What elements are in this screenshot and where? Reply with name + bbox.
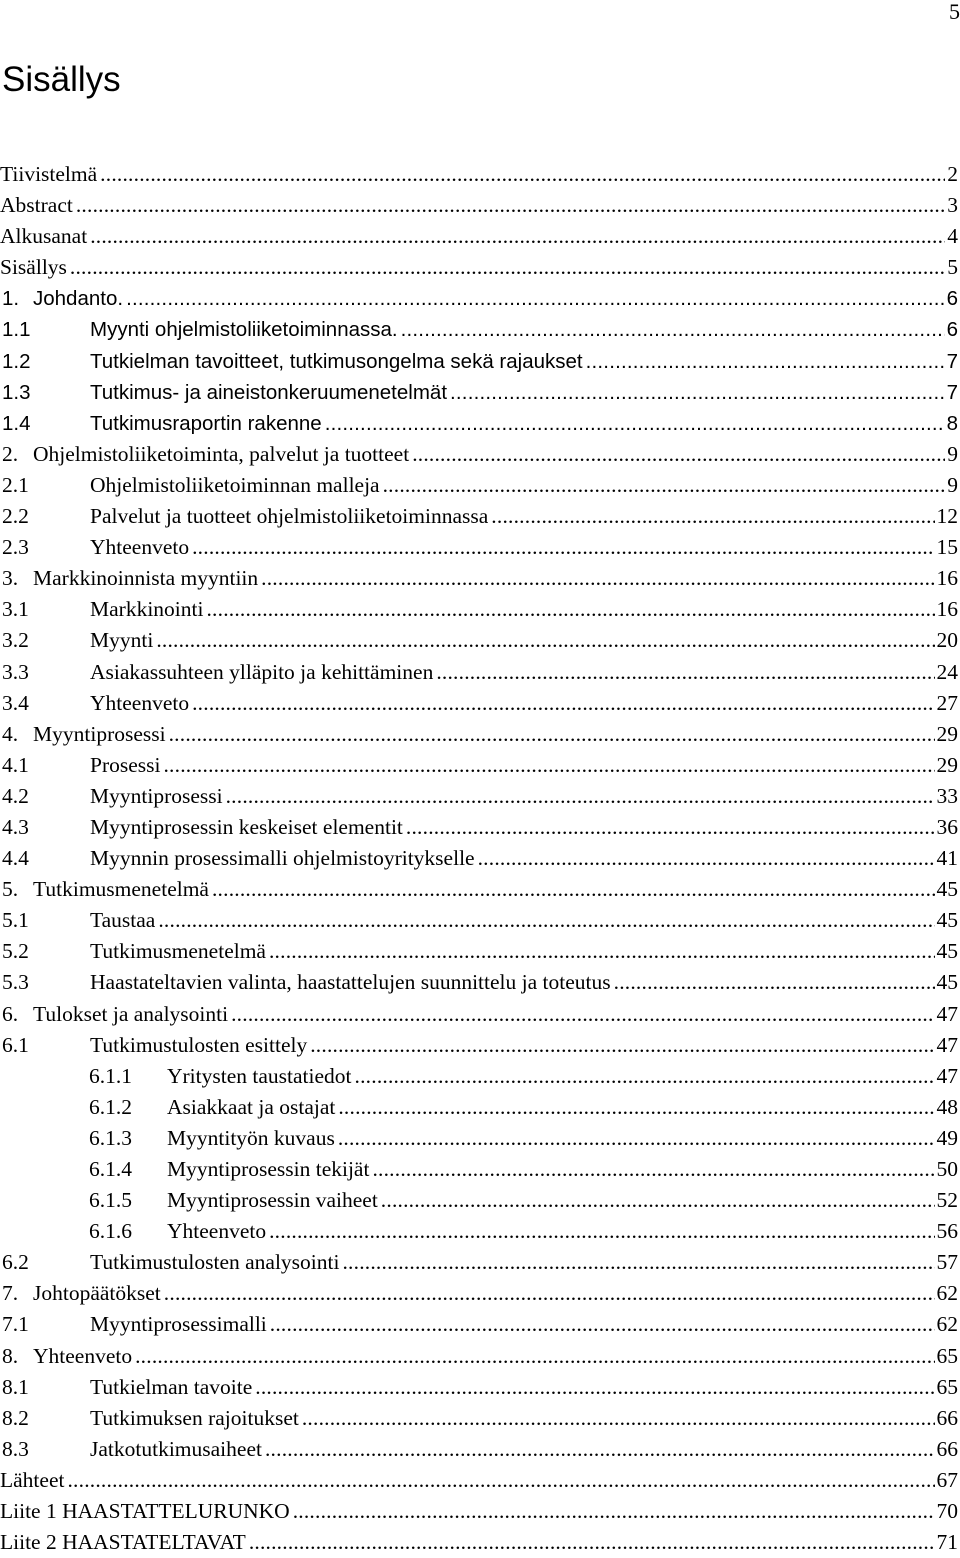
toc-entry[interactable] [0,1185,958,1216]
toc-dot-leader [325,408,945,439]
toc-entry-page: 6 [946,318,958,342]
toc-entry-page: 45 [936,970,958,995]
toc-dot-leader [163,750,934,781]
toc-entry-title: Myyntiprosessi [33,721,166,746]
toc-entry[interactable] [0,625,958,656]
toc-entry-title: Yhteenveto [33,1343,133,1368]
toc-entry-page: 66 [936,1436,958,1461]
toc-dot-leader [100,159,945,190]
toc-entry-page: 16 [936,597,958,622]
toc-entry-number: 2.3 [2,535,29,560]
toc-entry[interactable] [0,501,958,532]
toc-entry-page: 56 [936,1219,958,1244]
toc-entry-title: Palvelut ja tuotteet ohjelmistoliiketoiminnassa [90,504,489,529]
toc-entry-title: Johdanto. [33,287,124,311]
toc-entry[interactable] [0,688,958,719]
toc-entry-number: 3.3 [2,659,29,684]
toc-entry-number: 2.2 [2,504,29,529]
toc-entry[interactable] [0,470,958,501]
toc-entry-number: 3.4 [2,690,29,715]
toc-entry-page: 24 [936,659,958,684]
toc-entry-number: 1. [2,287,20,311]
toc-entry-page: 6 [946,287,958,311]
toc-entry-title: Myyntiprosessimalli [90,1312,267,1337]
toc-entry[interactable] [0,967,958,998]
toc-entry-title: Tulokset ja analysointi [33,1001,229,1026]
toc-entry-number: 6.1.1 [89,1063,132,1088]
toc-dot-leader [169,719,935,750]
toc-entry-page: 9 [947,441,958,466]
toc-entry-page: 47 [936,1001,958,1026]
toc-dot-leader [212,874,935,905]
toc-entry-page: 47 [936,1063,958,1088]
toc-dot-leader [192,532,934,563]
toc-entry-title: Liite 1 HAASTATTELURUNKO [0,1499,290,1524]
toc-entry-page: 70 [936,1499,958,1524]
toc-dot-leader [355,1061,935,1092]
toc-entry-title: Sisällys [0,255,67,280]
toc-entry[interactable] [0,1092,958,1123]
toc-entry-page: 36 [936,814,958,839]
toc-entry-number: 8. [2,1343,19,1368]
toc-entry-title: Myyntiprosessi [90,783,223,808]
toc-entry-number: 6.1.5 [89,1188,132,1213]
toc-entry-number: 1.3 [2,380,31,404]
toc-dot-leader [231,999,934,1030]
toc-dot-leader [269,1216,934,1247]
page-number: 5 [949,0,960,24]
toc-dot-leader [293,1496,935,1527]
toc-entry-number: 3. [2,566,19,591]
toc-entry-page: 3 [947,193,958,218]
toc-entry-number: 5.1 [2,908,29,933]
toc-entry-number: 1.2 [2,349,31,373]
toc-entry[interactable] [0,563,958,594]
toc-entry-number: 8.2 [2,1405,29,1430]
toc-entry-page: 47 [936,1032,958,1057]
toc-dot-leader [491,501,934,532]
toc-dot-leader [135,1341,934,1372]
toc-entry[interactable] [0,843,958,874]
toc-entry-title: Tiivistelmä [0,162,98,186]
toc-entry-number: 7. [2,1281,19,1306]
toc-entry-page: 33 [936,783,958,808]
toc-entry[interactable] [0,936,958,967]
toc-entry-number: 4.2 [2,783,29,808]
toc-entry-title: Ohjelmistoliiketoiminta, palvelut ja tuotteet [33,441,410,466]
toc-entry-number: 6. [2,1001,19,1026]
toc-entry-number: 6.1.2 [89,1094,132,1119]
toc-entry-number: 1.4 [2,411,31,435]
toc-entry[interactable] [0,190,958,221]
toc-entry-number: 6.2 [2,1250,29,1275]
toc-entry-title: Myyntiprosessin keskeiset elementit [90,814,403,839]
toc-dot-leader [164,1278,935,1309]
toc-entry-title: Myynti ohjelmistoliiketoiminnassa. [90,318,398,342]
toc-entry-title: Taustaa [90,908,156,933]
toc-entry-title: Johtopäätökset [33,1281,161,1306]
toc-entry-number: 8.3 [2,1436,29,1461]
toc-dot-leader [255,1372,934,1403]
toc-dot-leader [381,1185,935,1216]
toc-entry-page: 71 [936,1530,958,1555]
toc-dot-leader [436,657,934,688]
toc-entry-page: 49 [936,1125,958,1150]
toc-dot-leader [270,1309,935,1340]
toc-entry-title: Tutkimus- ja aineistonkeruumenetelmät [90,380,448,404]
toc-entry[interactable] [0,781,958,812]
toc-entry-page: 8 [946,411,958,435]
toc-entry-number: 6.1.6 [89,1219,132,1244]
toc-entry-page: 20 [936,628,958,653]
toc-dot-leader [310,1030,934,1061]
toc-entry-page: 16 [936,566,958,591]
toc-dot-leader [70,252,945,283]
toc-dot-leader [265,1434,935,1465]
toc-entry-page: 29 [936,752,958,777]
toc-entry[interactable] [0,874,958,905]
toc-entry[interactable] [0,1061,958,1092]
toc-entry[interactable] [0,1216,958,1247]
toc-entry-title: Yritysten taustatiedot [167,1063,352,1088]
toc-dot-leader [90,221,945,252]
toc-entry-title: Tutkimustulosten analysointi [90,1250,340,1275]
toc-entry[interactable] [0,1527,958,1558]
toc-dot-leader [126,283,945,314]
toc-entry[interactable] [0,1154,958,1185]
toc-entry-number: 3.2 [2,628,29,653]
toc-entry-number: 2.1 [2,472,29,497]
toc-entry-title: Alkusanat [0,224,88,249]
toc-dot-leader [406,812,935,843]
toc-entry[interactable] [0,377,958,408]
toc-entry[interactable] [0,532,958,563]
toc-entry[interactable] [0,159,958,190]
toc-entry-title: Tutkimuksen rajoitukset [90,1405,299,1430]
toc-dot-leader [156,625,934,656]
toc-entry-page: 62 [936,1312,958,1337]
toc-entry-title: Myyntityön kuvaus [167,1125,335,1150]
toc-entry-page: 50 [936,1157,958,1181]
toc-entry[interactable] [0,346,958,377]
toc-entry[interactable] [0,594,958,625]
toc-entry-page: 5 [947,255,958,280]
toc-entry[interactable] [0,999,958,1030]
toc-entry-number: 4.1 [2,752,29,777]
toc-entry-number: 8.1 [2,1374,29,1399]
toc-dot-leader [76,190,945,221]
toc-entry-page: 45 [936,877,958,902]
toc-entry[interactable] [0,1309,958,1340]
toc-entry-page: 57 [936,1250,958,1275]
toc-dot-leader [67,1465,934,1496]
toc-dot-leader [450,377,945,408]
toc-entry-page: 48 [936,1094,958,1119]
toc-entry-number: 5. [2,877,19,902]
toc-entry-number: 4. [2,721,19,746]
toc-entry-title: Tutkielman tavoitteet, tutkimusongelma sekä rajaukset [90,349,583,373]
toc-entry-page: 27 [936,690,958,715]
toc-entry-title: Markkinointi [90,597,204,622]
toc-entry-page: 9 [947,472,958,497]
toc-entry-page: 62 [936,1281,958,1306]
toc-entry-page: 12 [936,504,958,529]
toc-entry[interactable] [0,719,958,750]
toc-dot-leader [158,905,934,936]
toc-entry-page: 41 [936,846,958,871]
toc-entry-number: 6.1.4 [89,1157,132,1181]
toc-dot-leader [338,1123,935,1154]
toc-entry-page: 7 [946,349,958,373]
toc-entry-page: 67 [936,1467,958,1492]
toc-dot-leader [412,439,945,470]
toc-entry[interactable] [0,1030,958,1061]
toc-entry[interactable] [0,812,958,843]
toc-entry[interactable] [0,408,958,439]
toc-entry[interactable] [0,1341,958,1372]
toc-entry-number: 1.1 [2,318,31,342]
toc-entry[interactable] [0,1372,958,1403]
toc-entry-page: 66 [936,1405,958,1430]
toc-entry-number: 5.2 [2,939,29,964]
toc-dot-leader [478,843,935,874]
toc-entry-title: Myyntiprosessin vaiheet [167,1188,378,1213]
toc-entry-title: Jatkotutkimusaiheet [90,1436,262,1461]
toc-entry[interactable] [0,252,958,283]
toc-dot-leader [206,594,934,625]
toc-entry-page: 52 [936,1188,958,1213]
toc-entry-page: 29 [936,721,958,746]
table-of-contents [0,159,958,1558]
toc-dot-leader [372,1154,934,1185]
toc-entry-title: Haastateltavien valinta, haastattelujen suunnittelu ja toteutus [90,970,611,995]
toc-entry-title: Asiakkaat ja ostajat [167,1094,336,1119]
toc-entry-title: Tutkimusmenetelmä [33,877,209,902]
toc-entry-page: 7 [946,380,958,404]
toc-dot-leader [338,1092,934,1123]
toc-entry-page: 4 [947,224,958,249]
toc-entry[interactable] [0,439,958,470]
toc-dot-leader [269,936,935,967]
toc-entry[interactable] [0,1123,958,1154]
toc-entry[interactable] [0,1278,958,1309]
toc-dot-leader [261,563,934,594]
toc-entry[interactable] [0,314,958,345]
toc-entry[interactable] [0,1465,958,1496]
toc-entry-title: Ohjelmistoliiketoiminnan malleja [90,472,380,497]
toc-entry-number: 4.4 [2,846,29,871]
toc-entry-title: Asiakassuhteen ylläpito ja kehittäminen [90,659,434,684]
toc-entry-title: Myynnin prosessimalli ohjelmistoyritykselle [90,846,475,871]
toc-entry-title: Myyntiprosessin tekijät [167,1157,370,1181]
toc-entry-number: 2. [2,441,19,466]
toc-entry-title: Prosessi [90,752,161,777]
toc-dot-leader [342,1247,934,1278]
toc-entry-page: 45 [936,939,958,964]
toc-entry-title: Tutkimusraportin rakenne [90,411,322,435]
toc-entry-title: Yhteenveto [167,1219,267,1244]
toc-entry-title: Lähteet [0,1467,65,1492]
toc-entry[interactable] [0,905,958,936]
toc-dot-leader [226,781,935,812]
toc-entry-page: 2 [947,162,958,186]
toc-dot-leader [192,688,934,719]
toc-entry-number: 7.1 [2,1312,29,1337]
toc-dot-leader [401,314,945,345]
toc-entry-page: 15 [936,535,958,560]
toc-dot-leader [586,346,945,377]
toc-entry-number: 3.1 [2,597,29,622]
toc-entry-page: 45 [936,908,958,933]
toc-entry-title: Markkinoinnista myyntiin [33,566,259,591]
toc-entry-number: 6.1.3 [89,1125,132,1150]
toc-entry[interactable] [0,221,958,252]
toc-entry[interactable] [0,1496,958,1527]
toc-entry[interactable] [0,283,958,314]
toc-entry-page: 65 [936,1374,958,1399]
toc-dot-leader [302,1403,935,1434]
toc-entry-title: Myynti [90,628,154,653]
toc-entry-number: 6.1 [2,1032,29,1057]
toc-entry-number: 5.3 [2,970,29,995]
toc-entry[interactable] [0,1403,958,1434]
toc-entry-title: Yhteenveto [90,535,190,560]
toc-entry-number: 4.3 [2,814,29,839]
page-title: Sisällys [2,60,121,99]
toc-entry-title: Tutkimusmenetelmä [90,939,266,964]
toc-entry-title: Tutkielman tavoite [90,1374,253,1399]
toc-entry-title: Tutkimustulosten esittely [90,1032,308,1057]
toc-entry-page: 65 [936,1343,958,1368]
toc-entry[interactable] [0,657,958,688]
toc-dot-leader [249,1527,935,1558]
toc-dot-leader [383,470,946,501]
toc-entry-title: Yhteenveto [90,690,190,715]
toc-entry[interactable] [0,750,958,781]
toc-dot-leader [614,967,935,998]
toc-entry-title: Abstract [0,193,73,218]
toc-entry-title: Liite 2 HAASTATELTAVAT [0,1530,246,1555]
toc-entry[interactable] [0,1434,958,1465]
toc-entry[interactable] [0,1247,958,1278]
